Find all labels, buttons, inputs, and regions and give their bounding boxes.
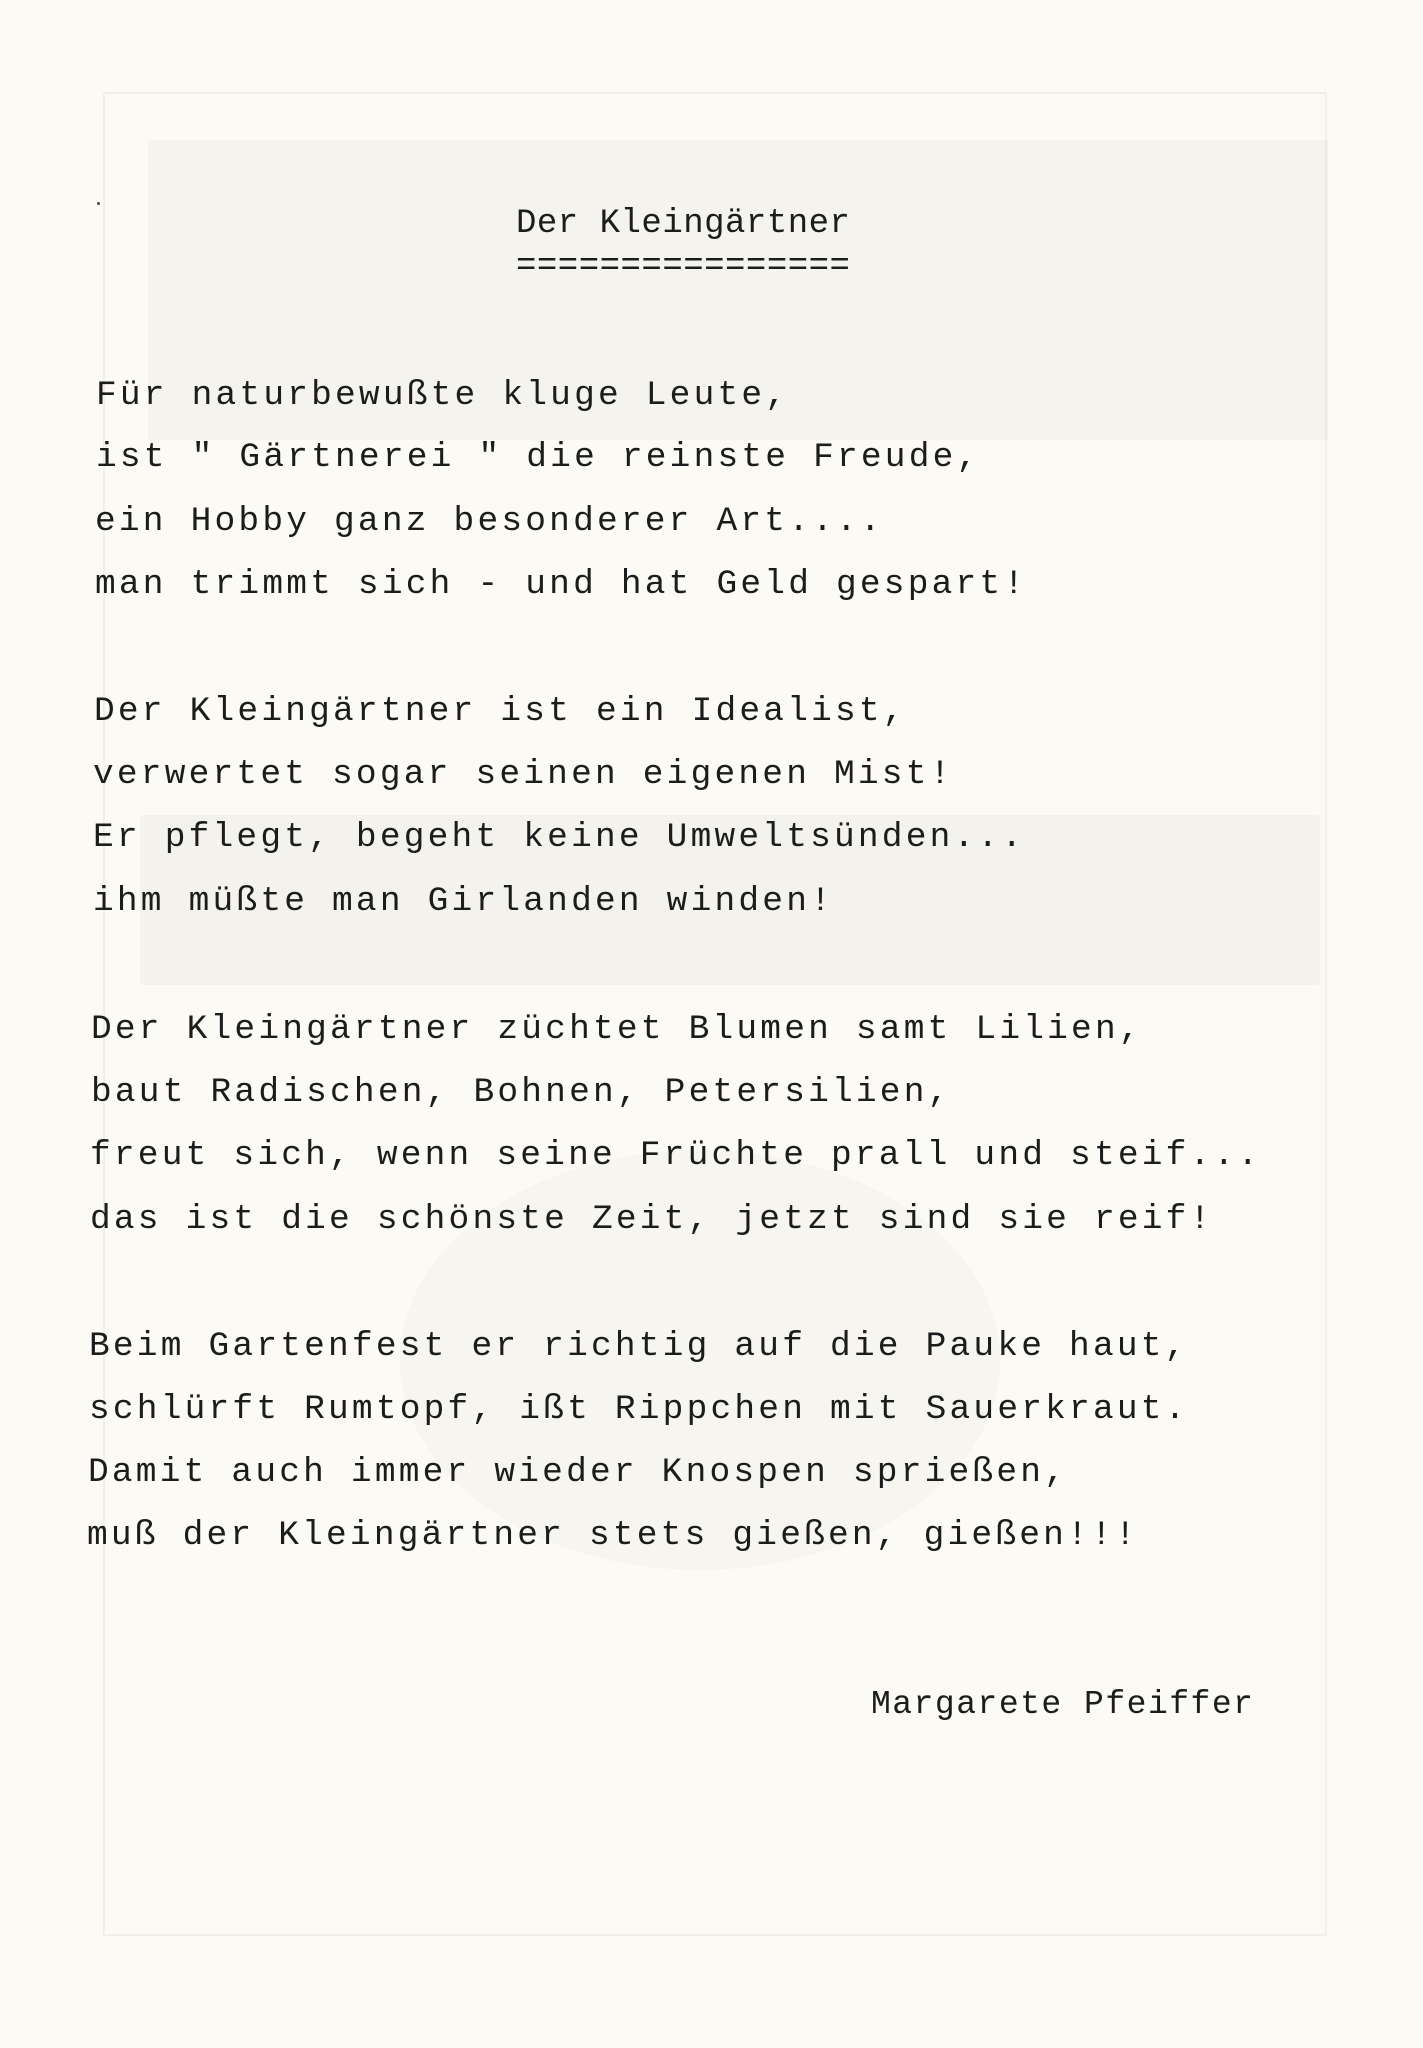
speck [97, 202, 100, 205]
poem-line: das ist die schönste Zeit, jetzt sind sie reif! [90, 1200, 1214, 1239]
author-signature: Margarete Pfeiffer [871, 1686, 1255, 1723]
poem-line: Er pflegt, begeht keine Umweltsünden... [93, 818, 1026, 857]
poem-line: ein Hobby ganz besonderer Art.... [95, 502, 884, 541]
poem-title: Der Kleingärtner [516, 205, 851, 243]
poem-line: ist " Gärtnerei " die reinste Freude, [96, 438, 981, 477]
poem-line: Der Kleingärtner ist ein Idealist, [94, 692, 907, 731]
poem-line: muß der Kleingärtner stets gießen, gießen!!! [87, 1516, 1139, 1555]
poem-line: Beim Gartenfest er richtig auf die Pauke haut, [89, 1327, 1189, 1366]
title-underline: ================ [516, 248, 851, 286]
poem-line: schlürft Rumtopf, ißt Rippchen mit Sauerkraut. [89, 1390, 1189, 1429]
poem-line: Der Kleingärtner züchtet Blumen samt Lilien, [91, 1010, 1143, 1049]
poem-line: Für naturbewußte kluge Leute, [96, 376, 790, 415]
poem-line: verwertet sogar seinen eigenen Mist! [93, 755, 954, 794]
poem-line: ihm müßte man Girlanden winden! [93, 882, 835, 921]
poem-line: Damit auch immer wieder Knospen sprießen, [88, 1453, 1069, 1492]
poem-line: freut sich, wenn seine Früchte prall und steif... [90, 1136, 1262, 1175]
poem-line: baut Radischen, Bohnen, Petersilien, [91, 1073, 952, 1112]
poem-line: man trimmt sich - und hat Geld gespart! [95, 565, 1028, 604]
